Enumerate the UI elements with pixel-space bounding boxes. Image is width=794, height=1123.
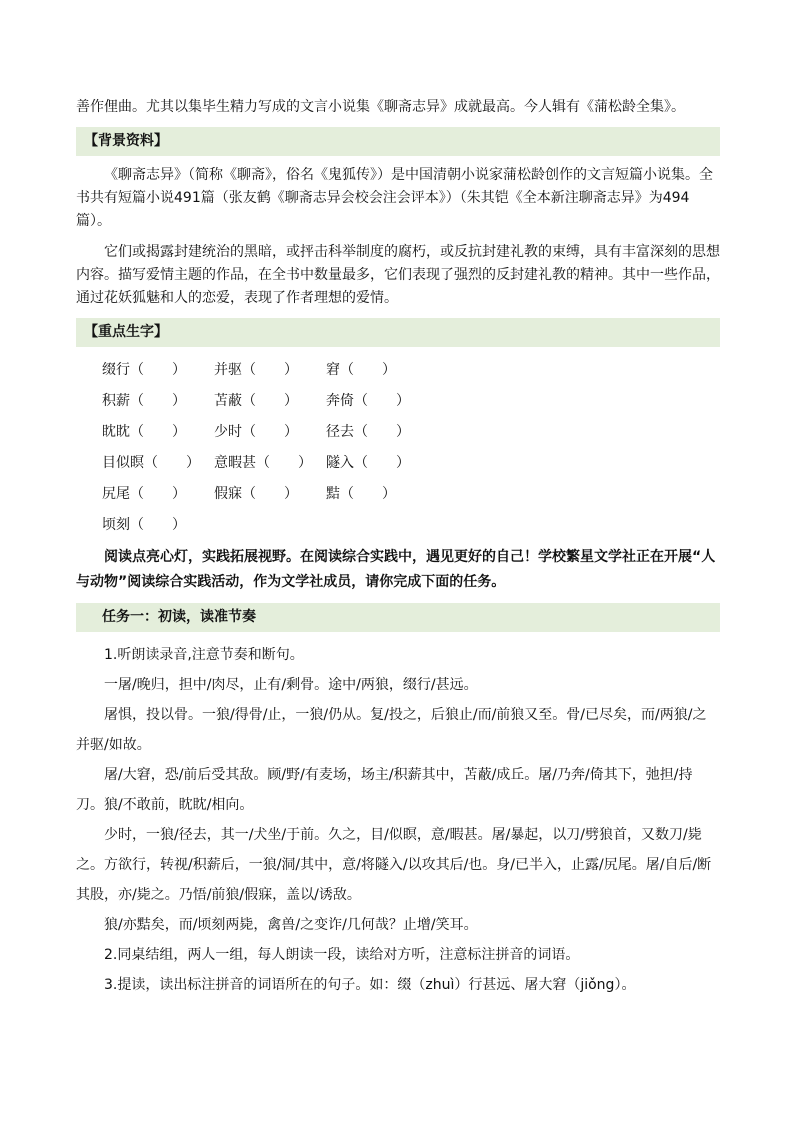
vocab-item: 尻尾（ ）	[102, 486, 186, 502]
task1-item-1: 1.听朗读录音,注意节奏和断句。	[104, 647, 304, 663]
vocab-item: 奔倚（ ）	[326, 393, 410, 409]
vocab-item: 苫蔽（ ）	[214, 393, 298, 409]
vocab-row	[76, 355, 720, 386]
vocab-item: 窘（ ）	[326, 362, 396, 378]
vocab-row	[76, 510, 720, 541]
vocab-list	[76, 355, 720, 541]
intro-tail-line: 善作俚曲。尤其以集毕生精力写成的文言小说集《聊斋志异》成就最高。今人辑有《蒲松龄全集》。	[76, 99, 685, 115]
vocab-item: 假寐（ ）	[214, 486, 298, 502]
vocab-heading: 【重点生字】	[76, 318, 720, 347]
vocab-item: 黠（ ）	[326, 486, 396, 502]
passage-paragraph: 少时，一狼/径去，其一/犬坐/于前。久之，目/似瞑，意/暇甚。屠/暴起，以刀/劈狼首，又数刀/毙之。方欲行，转视/积薪后，一狼/洞/其中，意/将隧入/以攻其后/也。身/已半入，止露/尻尾。屠/自后/断其股，亦/毙之。乃悟/前狼/假寐，盖以/诱敌。	[76, 827, 712, 903]
document-page	[76, 96, 720, 1000]
passage-paragraph: 屠/大窘，恐/前后受其敌。顾/野/有麦场，场主/积薪其中，苫蔽/成丘。屠/乃奔/倚其下，弛担/持刀。狼/不敢前，眈眈/相向。	[76, 767, 693, 813]
vocab-item: 目似瞑（ ）	[102, 455, 200, 471]
vocab-item: 缀行（ ）	[102, 362, 186, 378]
background-paragraph-2: 它们或揭露封建统治的黑暗，或抨击科举制度的腐朽，或反抗封建礼教的束缚，具有丰富深刻的思想内容。描写爱情主题的作品，在全书中数量最多，它们表现了强烈的反封建礼教的精神。其中一些作品，通过花妖狐魅和人的恋爱，表现了作者理想的爱情。	[76, 244, 720, 306]
task1-item-2: 2.同桌结组，两人一组，每人朗读一段，读给对方听，注意标注拼音的词语。	[104, 947, 580, 963]
vocab-item: 积薪（ ）	[102, 393, 186, 409]
background-heading: 【背景资料】	[76, 127, 720, 156]
vocab-item: 并驱（ ）	[214, 362, 298, 378]
task1-item-3: 3.提读，读出标注拼音的词语所在的句子。如：缀（zhuì）行甚远、屠大窘（jiǒng）。	[104, 977, 636, 993]
background-paragraph-1: 《聊斋志异》（简称《聊斋》，俗名《鬼狐传》）是中国清朝小说家蒲松龄创作的文言短篇小说集。全书共有短篇小说491篇（张友鹤《聊斋志异会校会注会评本》）（朱其铠《全本新注聊斋志异》为494篇）。	[76, 167, 713, 229]
activity-intro: 阅读点亮心灯，实践拓展视野。在阅读综合实践中，遇见更好的自己！学校繁星文学社正在开展“人与动物”阅读综合实践活动，作为文学社成员，请你完成下面的任务。	[76, 549, 716, 590]
task1-heading: 任务一：初读，读准节奏	[76, 603, 720, 632]
passage-paragraph: 一屠/晚归，担中/肉尽，止有/剩骨。途中/两狼，缀行/甚远。	[104, 677, 478, 693]
vocab-item: 意暇甚（ ）	[214, 455, 312, 471]
vocab-item: 径去（ ）	[326, 424, 410, 440]
vocab-row	[76, 386, 720, 417]
vocab-item: 眈眈（ ）	[102, 424, 186, 440]
vocab-item: 顷刻（ ）	[102, 517, 186, 533]
vocab-row	[76, 448, 720, 479]
vocab-row	[76, 417, 720, 448]
vocab-row	[76, 479, 720, 510]
passage-paragraph: 屠惧，投以骨。一狼/得骨/止，一狼/仍从。复/投之，后狼止/而/前狼又至。骨/已尽矣，而/两狼/之并驱/如故。	[76, 707, 707, 753]
vocab-item: 少时（ ）	[214, 424, 298, 440]
vocab-item: 隧入（ ）	[326, 455, 410, 471]
passage-paragraph: 狼/亦黠矣，而/顷刻两毙，禽兽/之变诈/几何哉？止增/笑耳。	[104, 917, 478, 933]
